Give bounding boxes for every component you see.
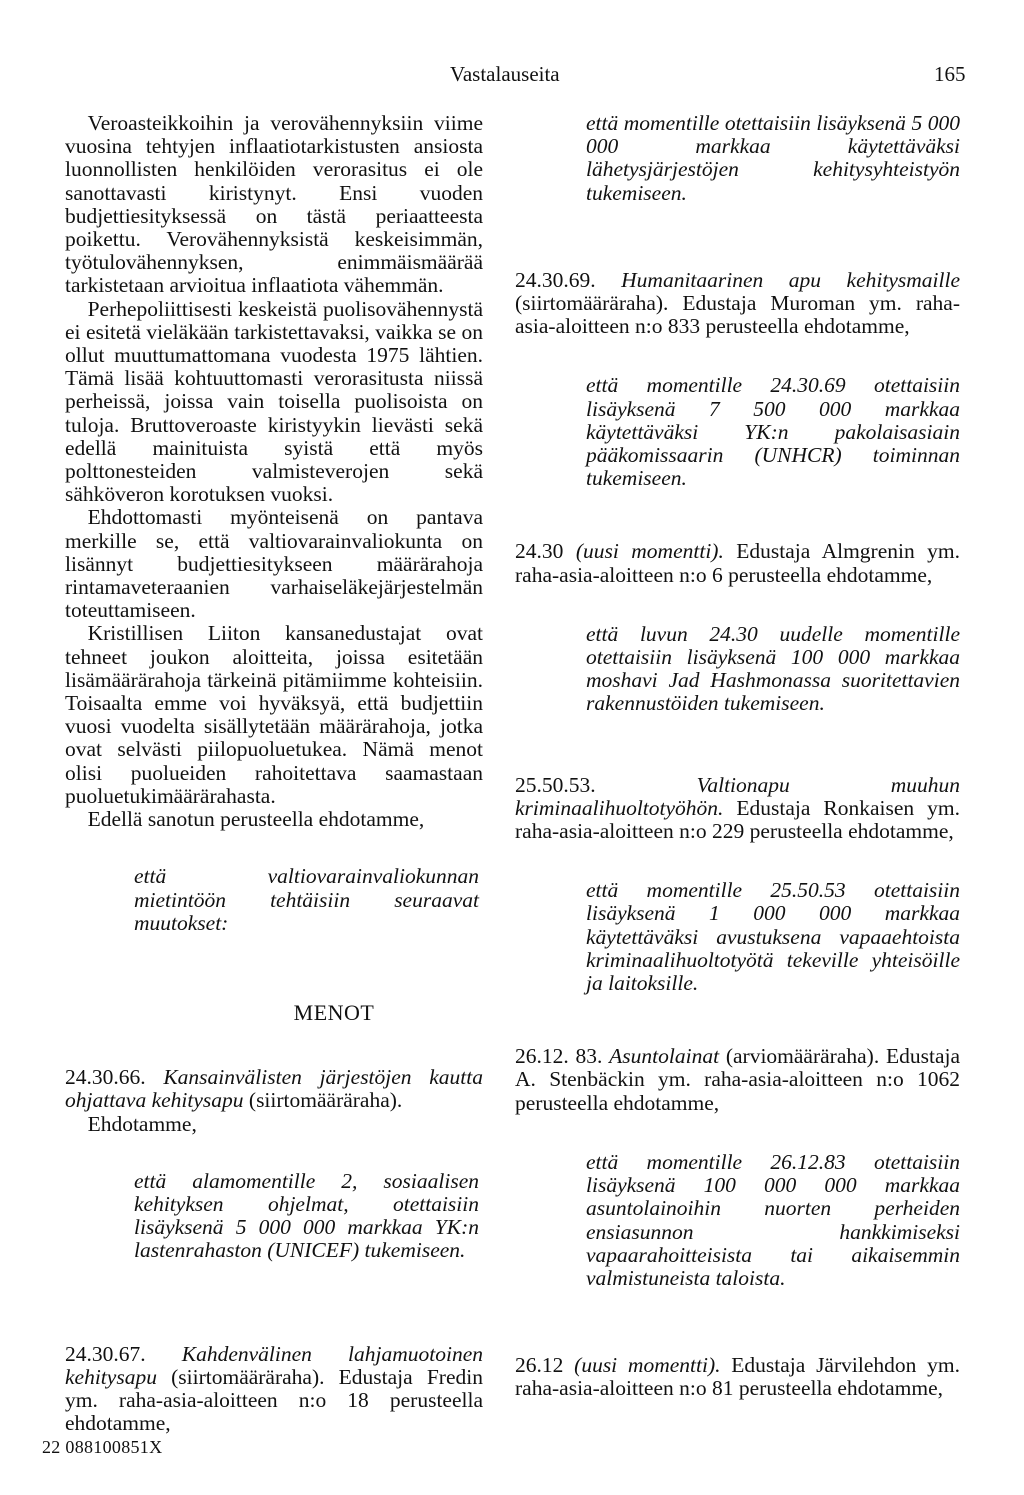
footer-code: 22 088100851X: [42, 1437, 163, 1457]
item-number: 24.30.66.: [65, 1065, 146, 1090]
budget-item: [515, 540, 960, 586]
item-text: (siirtomääräraha). Edustaja Muroman ym. raha-asia-aloitteen n:o 833 perusteella ehdotamme,: [515, 291, 960, 339]
budget-item: [515, 774, 960, 844]
item-number: 26.12: [515, 1353, 564, 1378]
item-text: Edustaja Järvilehdon ym. raha-asia-aloitteen n:o 81 perusteella ehdotamme,: [515, 1353, 960, 1401]
budget-item: [65, 1066, 483, 1112]
proposal-text: että luvun 24.30 uudelle momentille otettaisiin lisäyksenä 100 000 markkaa moshavi Jad Hashmonassa suoritettavien rakennustöiden tukemiseen.: [586, 621, 960, 716]
item-text: (siirtomääräraha).: [248, 1088, 403, 1113]
paragraph: Kristillisen Liiton kansanedustajat ovat tehneet joukon aloitteita, joissa esitetään lisämäärärahoja tärkeinä pitämiimme kohteisiin. Toisaalta emme voi hyväksyä, että budjettiin vuosi vuodelta sisällytetään määrärahoja, jotka ovat selvästi piilopuoluetukea. Nämä menot olisi puolueiden rahoitettava saamastaan puoluetukimäärärahasta.: [65, 621, 483, 808]
item-title: Kansainvälisten järjestöjen kautta ohjattava kehitysapu: [65, 1065, 483, 1113]
item-title: Kahdenvälinen lahjamuotoinen kehitysapu: [65, 1341, 483, 1389]
item-title: Humanitaarinen apu kehitysmaille: [621, 267, 960, 292]
right-column: [515, 112, 960, 1401]
left-column: [65, 112, 483, 1435]
page-number: 165: [934, 62, 966, 86]
budget-item: [515, 1045, 960, 1115]
paragraph: Ehdotamme,: [87, 1111, 197, 1136]
item-title: (uusi momentti).: [574, 1353, 721, 1378]
item-number: 25.50.53.: [515, 772, 596, 797]
budget-item: [515, 1354, 960, 1400]
paragraph: Edellä sanotun perusteella ehdotamme,: [87, 807, 425, 832]
proposal-text: että momentille 24.30.69 otettaisiin lisäyksenä 7 500 000 markkaa käytettäväksi YK:n pakolaisasiain pääkomissaarin (UNHCR) toiminnan tukemiseen.: [586, 373, 960, 491]
item-number: 24.30: [515, 539, 564, 564]
proposal-text: että valtiovarainvaliokunnan mietintöön tehtäisiin seuraavat muutokset:: [134, 864, 479, 935]
item-text: (arviomääräraha). Edustaja A. Stenbäckin ym. raha-asia-aloitteen n:o 1062 perusteella ehdotamme,: [515, 1044, 960, 1115]
item-text: Edustaja Almgrenin ym. raha-asia-aloitteen n:o 6 perusteella ehdotamme,: [515, 539, 961, 587]
proposal-text: että momentille 25.50.53 otettaisiin lisäyksenä 1 000 000 markkaa käytettäväksi avustuksena vapaaehtoista kriminaalihuoltotyötä tekeville yhteisöille ja laitoksille.: [586, 878, 960, 996]
paragraph: Perhepoliittisesti keskeistä puolisovähennystä ei esitetä vieläkään tarkistettavaksi, vaikka se on ollut muuttumattomana vuodesta 1975 lähtien. Tämä lisää kohtuuttomasti verorasitusta niissä perheissä, joissa vain toisella puolisoista on tuloja. Bruttoveroaste kiristyykin lievästi sekä edellä mainituista syistä että myös polttonesteiden valmisteverojen sekä sähköveron korotuksen vuoksi.: [65, 296, 483, 507]
budget-item: [65, 1343, 483, 1436]
proposal-text: että momentille 26.12.83 otettaisiin lisäyksenä 100 000 000 markkaa asuntolainoihin nuorten perheiden ensiasunnon hankkimiseksi vapaarahoitteisista tai aikaisemmin valmistuneista taloista.: [586, 1149, 960, 1290]
paragraph: Ehdottomasti myönteisenä on pantava merkille se, että valtiovarainvaliokunta on lisännyt budjettiesitykseen määrärahoja rintamaveteraanien varhaiseläkejärjestelmän toteuttamiseen.: [65, 505, 483, 623]
page-header: [0, 62, 1024, 92]
item-text: (siirtomääräraha). Edustaja Fredin ym. raha-asia-aloitteen n:o 18 perusteella ehdotamme,: [65, 1364, 483, 1436]
paragraph: Veroasteikkoihin ja verovähennyksiin viime vuosina tehtyjen inflaatiotarkistusten ansiosta luonnollisten henkilöiden verorasitus ei ole sanottavasti kiristynyt. Ensi vuoden budjettiesityksessä on tästä periaatteesta poikettu. Verovähennyksistä keskeisimmän, työtulovähennyksen, enimmäismäärää tarkistetaan arvioitua inflaatiota vähemmän.: [65, 111, 483, 298]
proposal-text: että alamomentille 2, sosiaalisen kehityksen ohjelmat, otettaisiin lisäyksenä 5 000 000 markkaa YK:n lastenrahaston (UNICEF) tukemiseen.: [134, 1168, 479, 1263]
item-text: Edustaja Ronkaisen ym. raha-asia-aloitteen n:o 229 perusteella ehdotamme,: [515, 795, 961, 844]
proposal-text: että momentille otettaisiin lisäyksenä 5 000 000 markkaa käytettäväksi lähetysjärjestöjen kehitysyhteistyön tukemiseen.: [586, 111, 960, 205]
budget-item: [515, 269, 960, 339]
item-number: 24.30.69.: [515, 267, 596, 292]
item-number: 26.12. 83.: [515, 1044, 603, 1069]
running-title: Vastalauseita: [450, 62, 560, 86]
item-number: 24.30.67.: [65, 1341, 146, 1366]
item-title: Valtionapu muuhun kriminaalihuoltotyöhön.: [515, 772, 961, 820]
item-title: (uusi momentti).: [575, 539, 724, 564]
section-heading-menot: MENOT: [293, 999, 375, 1025]
item-title: Asuntolainat: [609, 1044, 720, 1069]
